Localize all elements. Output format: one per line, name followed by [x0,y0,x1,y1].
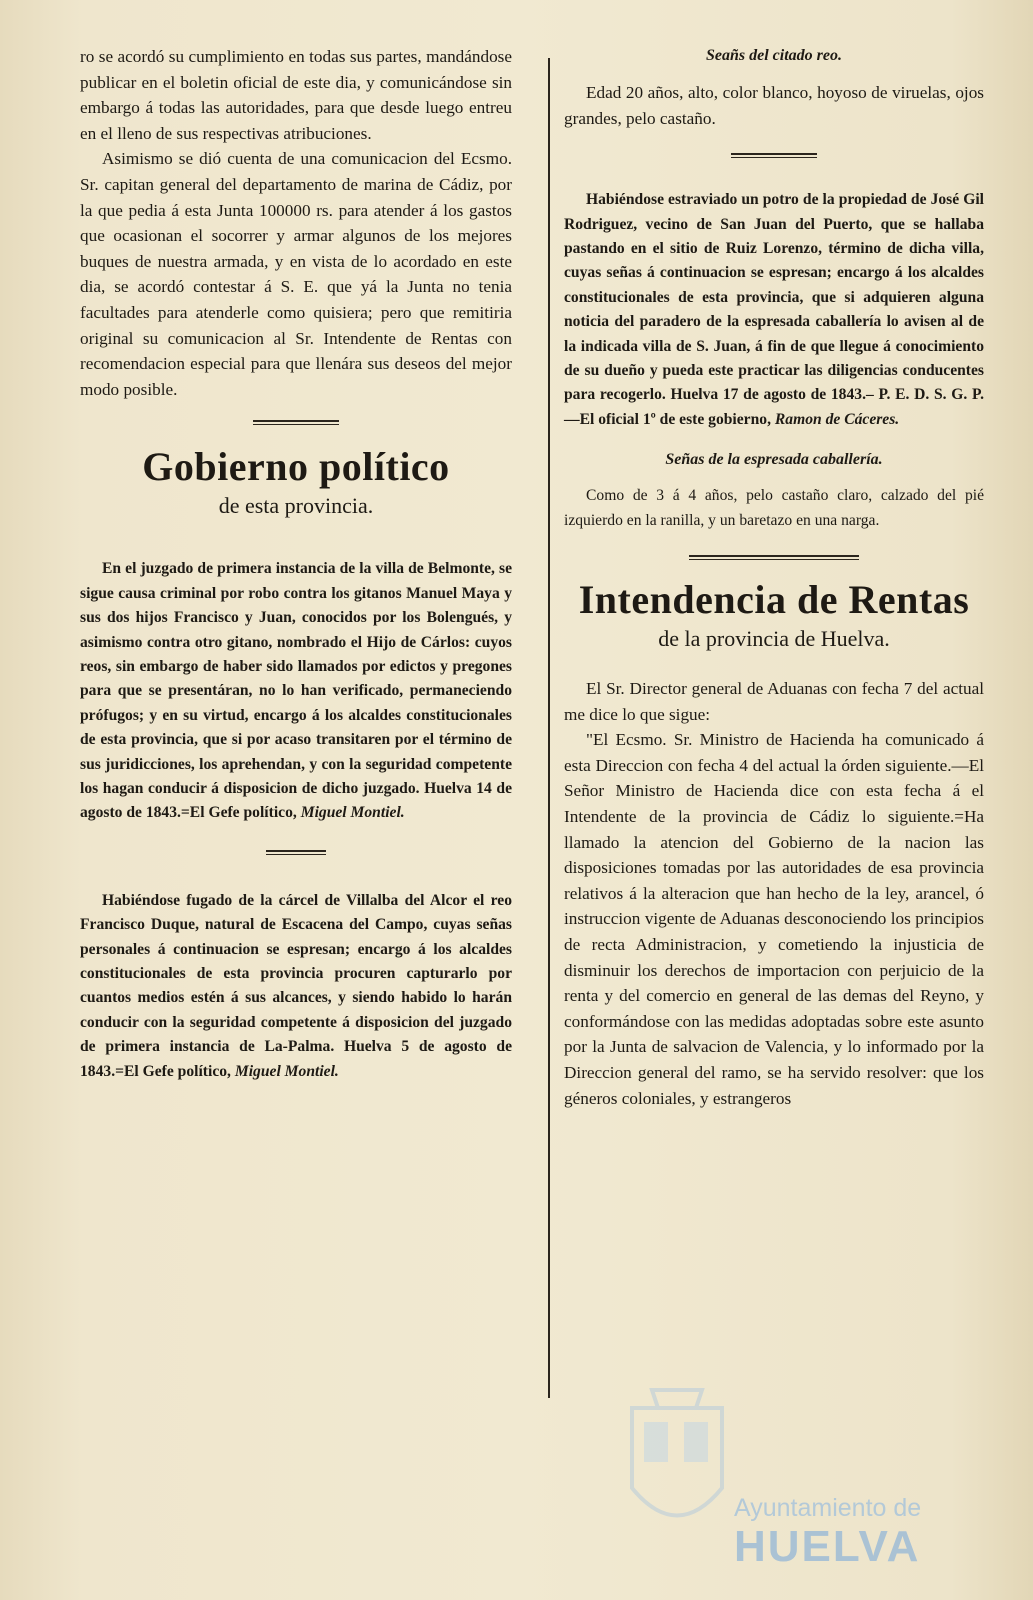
section-subtitle-gobierno: de esta provincia. [218,493,374,519]
notice-horse-signature: Ramon de Cáceres. [774,410,900,428]
section-title-gobierno: Gobierno político [142,444,450,490]
notice-villalba-signature: Miguel Montiel. [234,1062,339,1080]
notice-horse [564,188,984,432]
section-title-intendencia: Intendencia de Rentas [578,577,970,623]
watermark-line1: Ayuntamiento de [734,1494,922,1522]
left-column [80,44,512,1084]
notice-horse-text: Habiéndose estraviado un potro de la propiedad de José Gil Rodriguez, vecino de San Juan del Puerto, que se hallaba pastando en el sitio de Ruiz Lorenzo, término de dicha villa, cuyas señas á continuacion se espresan; encargo á los alcaldes constitucionales de esta provincia, que si adquieren alguna noticia del paradero de la espresada caballería lo avisen al de la indicada villa de S. Juan, á fin de que llegue á conocimiento de su dueño y pueda este practicar las diligencias conducentes para recogerlo. Huelva 17 de agosto de 1843.– P. E. D. S. G. P.—El oficial 1º de este gobierno, [564,191,984,428]
horse-description-title: Señas de la espresada caballería. [665,451,883,469]
fugitive-description-title: Seañs del citado reo. [706,47,842,64]
notice-divider [266,850,326,855]
intro-paragraph-1: ro se acordó su cumplimiento en todas sus partes, mandándose publicar en el boletin oficial de este dia, y comunicándose sin embargo á todas las autoridades, para que desde luego entreu en el lleno de sus respectivas atribuciones. [80,47,512,143]
notice-villalba [80,889,512,1084]
fugitive-description: Edad 20 años, alto, color blanco, hoyoso de viruelas, ojos grandes, pelo castaño. [564,83,984,128]
notice-belmonte-signature: Miguel Montiel. [300,804,405,822]
notice-belmonte-text: En el juzgado de primera instancia de la villa de Belmonte, se sigue causa criminal por robo contra los gitanos Manuel Maya y sus dos hijos Francisco y Juan, conocidos por los Bolengués, y asimismo contra otro gitano, nombrado el Hijo de Cárlos: cuyos reos, sin embargo de haber sido llamados por edictos y pregones para que se presentáran, no lo han verificado, permaneciendo prófugos; y en su virtud, encargo á los alcaldes constitucionales de esta provincia, que si por acaso transitaren por el término de sus juridicciones, los aprehendan, y con la seguridad competente los hagan conducir á disposicion de dicho juzgado. Huelva 14 de agosto de 1843.=El Gefe político, [80,560,512,822]
horse-description: Como de 3 á 4 años, pelo castaño claro, calzado del pié izquierdo en la ranilla, y un baretazo en una narga. [564,487,984,529]
intendencia-paragraph-2: "El Ecsmo. Sr. Ministro de Hacienda ha comunicado á esta Direccion con fecha 4 del actual la órden siguiente.—El Señor Ministro de Hacienda dice con esta fecha á el Intendente de la provincia de Cádiz lo siguiente.=Ha llamado la atencion del Gobierno de la nacion las disposiciones tomadas por las autoridades de esa provincia relativos á la alteracion que han hecho de la ley, arancel, ó instruccion vigente de Aduanas desconociendo los principios de recta Administracion, y cometiendo la injusticia de disminuir los derechos de importacion con perjuicio de la renta y del comercio en general de las demas del Reyno, y conformándose con las medidas adoptadas sobre este asunto por la Junta de salvacion de Valencia, y lo informado por la Direccion general del ramo, se ha servido resolver: que los géneros coloniales, y estrangeros [564,730,984,1108]
notice-divider-right [731,153,817,158]
watermark-line2: HUELVA [734,1522,921,1571]
section-subtitle-intendencia: de la provincia de Huelva. [658,626,890,652]
intro-paragraph-2: Asimismo se dió cuenta de una comunicacion del Ecsmo. Sr. capitan general del departamento de marina de Cádiz, por la que pedia á esta Junta 100000 rs. para atender á los gastos que ocasionan el socorrer y armar algunos de los mejores buques de nuestra armada, y en vista de lo acordado en este dia, se acordó contestar á S. E. que yá la Junta no tenia facultades para atenderle como quisiera; pero que remitiria original su comunicacion al Sr. Intendente de Rentas con recomendacion especial para que llenára sus deseos del mejor modo posible. [80,149,512,399]
notice-villalba-text: Habiéndose fugado de la cárcel de Villalba del Alcor el reo Francisco Duque, natural de Escacena del Campo, cuyas señas personales á continuacion se espresan; encargo á los alcaldes constitucionales de esta provincia procuren capturarlo por cuantos medios estén á sus alcances, y siendo habido lo harán conducir con la seguridad competente á disposicion del juzgado de primera instancia de La-Palma. Huelva 5 de agosto de 1843.=El Gefe político, [80,891,512,1080]
section-divider [253,420,339,425]
intendencia-paragraph-1: El Sr. Director general de Aduanas con fecha 7 del actual me dice lo que sigue: [564,679,984,724]
notice-belmonte [80,557,512,825]
right-column [564,44,984,1111]
section-divider-right [689,555,859,560]
column-divider [548,58,550,1398]
